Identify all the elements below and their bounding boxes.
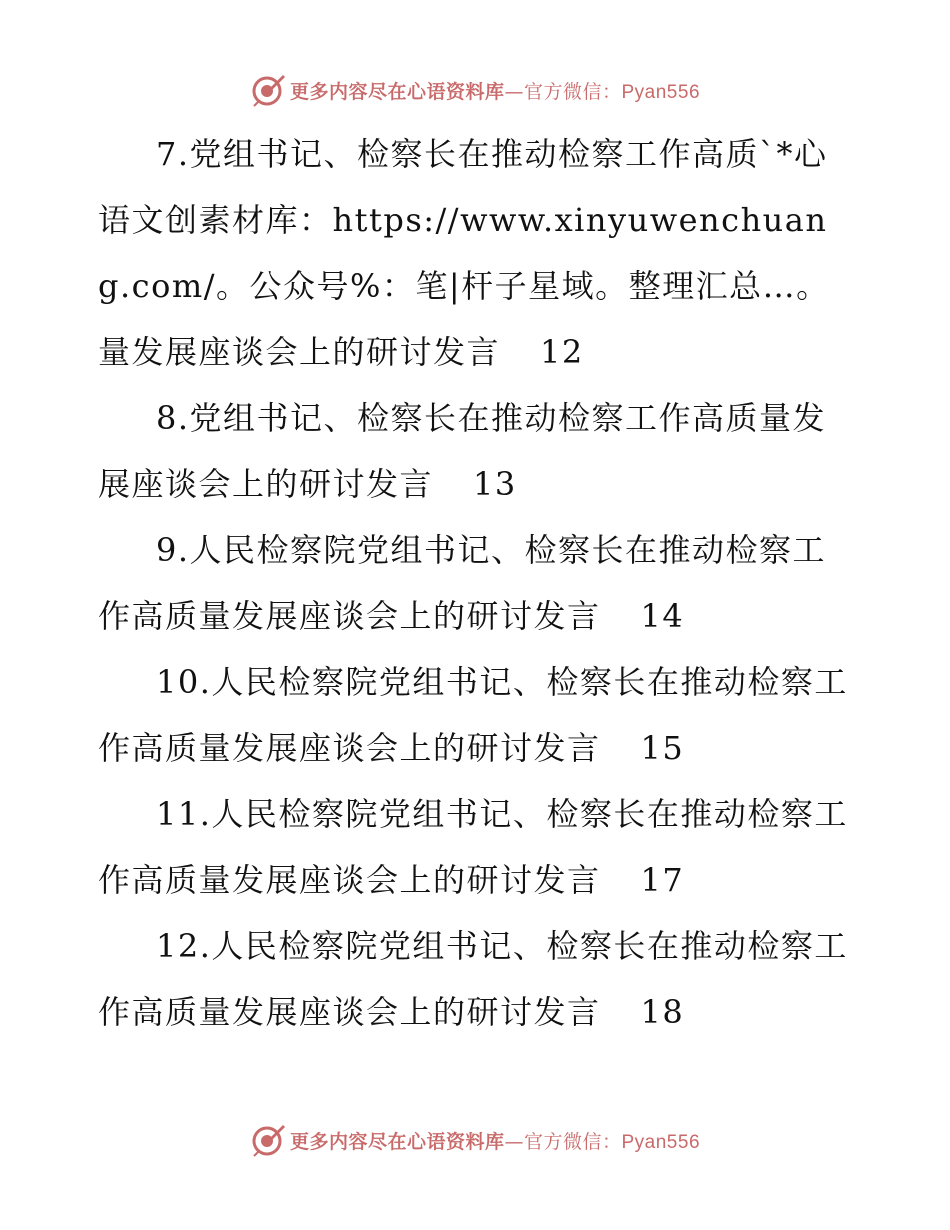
watermark-label: 官方微信： — [523, 1130, 622, 1153]
toc-entry-page: 12 — [540, 333, 584, 371]
toc-entry-number: 11. — [156, 795, 212, 833]
toc-entry — [98, 385, 858, 517]
toc-entry-page: 13 — [473, 465, 517, 503]
toc-entry-number: 9. — [156, 531, 190, 569]
toc-entry-title: 人民检察院党组书记、检察长在推动检察工作高质量发展座谈会上的研讨发言 — [98, 663, 848, 767]
toc-entry — [98, 121, 858, 385]
watermark-dash: — — [504, 80, 524, 103]
footer-watermark — [0, 1120, 950, 1160]
watermark-wechat-id: Pyan556 — [621, 1131, 701, 1153]
toc-entry-number: 12. — [156, 927, 212, 965]
toc-entry-page: 15 — [640, 729, 685, 767]
toc-entry-page: 18 — [640, 993, 685, 1031]
toc-entry — [98, 649, 858, 781]
toc-entry-title: 人民检察院党组书记、检察长在推动检察工作高质量发展座谈会上的研讨发言 — [98, 795, 848, 899]
header-watermark — [0, 70, 950, 110]
toc-entry-number: 8. — [156, 399, 190, 437]
pen-seal-icon — [250, 72, 286, 108]
pen-seal-icon — [250, 1122, 286, 1158]
toc-entry-number: 7. — [156, 135, 190, 173]
watermark-dash: — — [504, 1130, 524, 1153]
watermark-wechat-id: Pyan556 — [621, 81, 701, 103]
watermark-main-text: 更多内容尽在心语资料库 — [289, 1130, 505, 1153]
toc-entry-page: 17 — [640, 861, 685, 899]
toc-entry-title: 党组书记、检察长在推动检察工作高质量发展座谈会上的研讨发言 — [98, 399, 827, 503]
toc-entry-title: 人民检察院党组书记、检察长在推动检察工作高质量发展座谈会上的研讨发言 — [98, 927, 848, 1031]
table-of-contents — [98, 121, 858, 1045]
toc-entry — [98, 517, 858, 649]
toc-entry-title: 人民检察院党组书记、检察长在推动检察工作高质量发展座谈会上的研讨发言 — [98, 531, 827, 635]
toc-entry — [98, 781, 858, 913]
toc-entry-number: 10. — [156, 663, 212, 701]
toc-entry — [98, 913, 858, 1045]
toc-entry-page: 14 — [640, 597, 685, 635]
toc-entry-title: 党组书记、检察长在推动检察工作高质`*心语文创素材库：https://www.xinyuwenchuang.com/。公众号%：笔|杆子星域。整理汇总…。量发展座谈会上的研讨发言 — [98, 135, 830, 371]
watermark-label: 官方微信： — [523, 80, 622, 103]
watermark-main-text: 更多内容尽在心语资料库 — [289, 80, 505, 103]
